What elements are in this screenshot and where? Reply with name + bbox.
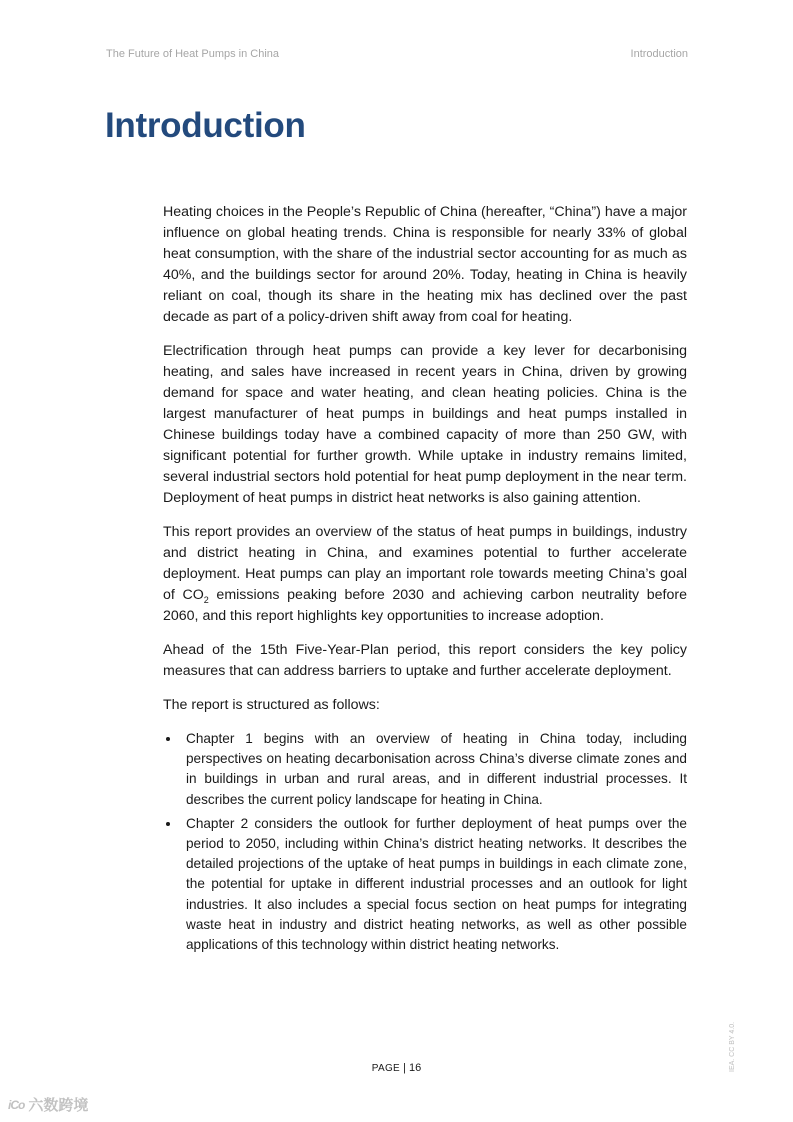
watermark [8,1094,88,1115]
list-item-text: Chapter 1 begins with an overview of heating in China today, including perspectives on heating decarbonisation across China’s diverse climate zones and in buildings in urban and rural areas, and in different industrial processes. It describes the current policy landscape for heating in China. [186,731,687,807]
paragraph-2: Electrification through heat pumps can provide a key lever for decarbonising heating, and sales have increased in recent years in China, driven by growing demand for space and water heating, and clean heating policies. China is the largest manufacturer of heat pumps in buildings and heat pumps installed in Chinese buildings today have a combined capacity of more than 250 GW, with significant potential for further growth. While uptake in industry remains limited, several industrial sectors hold potential for heat pump deployment in the near term. Deployment of heat pumps in district heat networks is also gaining attention. [163,343,687,506]
bullet-icon [166,737,170,741]
paragraph-3 [163,522,687,627]
watermark-logo-icon: iCo [8,1097,25,1112]
co2-subscript: 2 [203,594,209,605]
structure-intro: The report is structured as follows: [163,697,380,713]
paragraph-4: Ahead of the 15th Five-Year-Plan period, this report considers the key policy measures that can address barriers to uptake and further accelerate deployment. [163,642,687,679]
paragraph-3-text: This report provides an overview of the status of heat pumps in buildings, industry and district heating in China, and examines potential to further accelerate deployment. Heat pumps can play an important role towards meeting China’s goal of CO [163,524,687,603]
list-item [163,729,687,810]
bullet-icon [166,822,170,826]
page-separator: | [400,1062,409,1074]
license-note: IEA. CC BY 4.0. [729,1021,736,1072]
running-header [106,48,688,60]
page-title: Introduction [105,106,306,145]
watermark-text: 六数跨境 [28,1097,89,1114]
page-label: PAGE [371,1063,400,1074]
list-item [163,814,687,955]
document-title-header: The Future of Heat Pumps in China [106,48,280,60]
chapter-list [163,729,687,955]
list-item-text: Chapter 2 considers the outlook for further deployment of heat pumps over the period to 2050, including within China’s district heating networks. It describes the detailed projections of the uptake of heat pumps in buildings in each climate zone, the potential for uptake in different industrial processes and an outlook for light industries. It also includes a special focus section on heat pumps for integrating waste heat in industry and district heating networks, as well as other possible applications of this technology within district heating networks. [186,815,687,953]
paragraph-3-text-cont: emissions peaking before 2030 and achieving carbon neutrality before 2060, and this report highlights key opportunities to increase adoption. [163,587,687,624]
page-number [0,1062,793,1074]
section-title-header: Introduction [630,48,688,60]
body-text [163,202,687,959]
page-number-value: 16 [408,1062,422,1074]
paragraph-1: Heating choices in the People’s Republic of China (hereafter, “China”) have a major influence on global heating trends. China is responsible for nearly 33% of global heat consumption, with the share of the industrial sector accounting for as much as 40%, and the buildings sector for around 20%. Today, heating in China is heavily reliant on coal, though its share in the heating mix has declined over the past decade as part of a policy-driven shift away from coal for heating. [163,204,687,325]
